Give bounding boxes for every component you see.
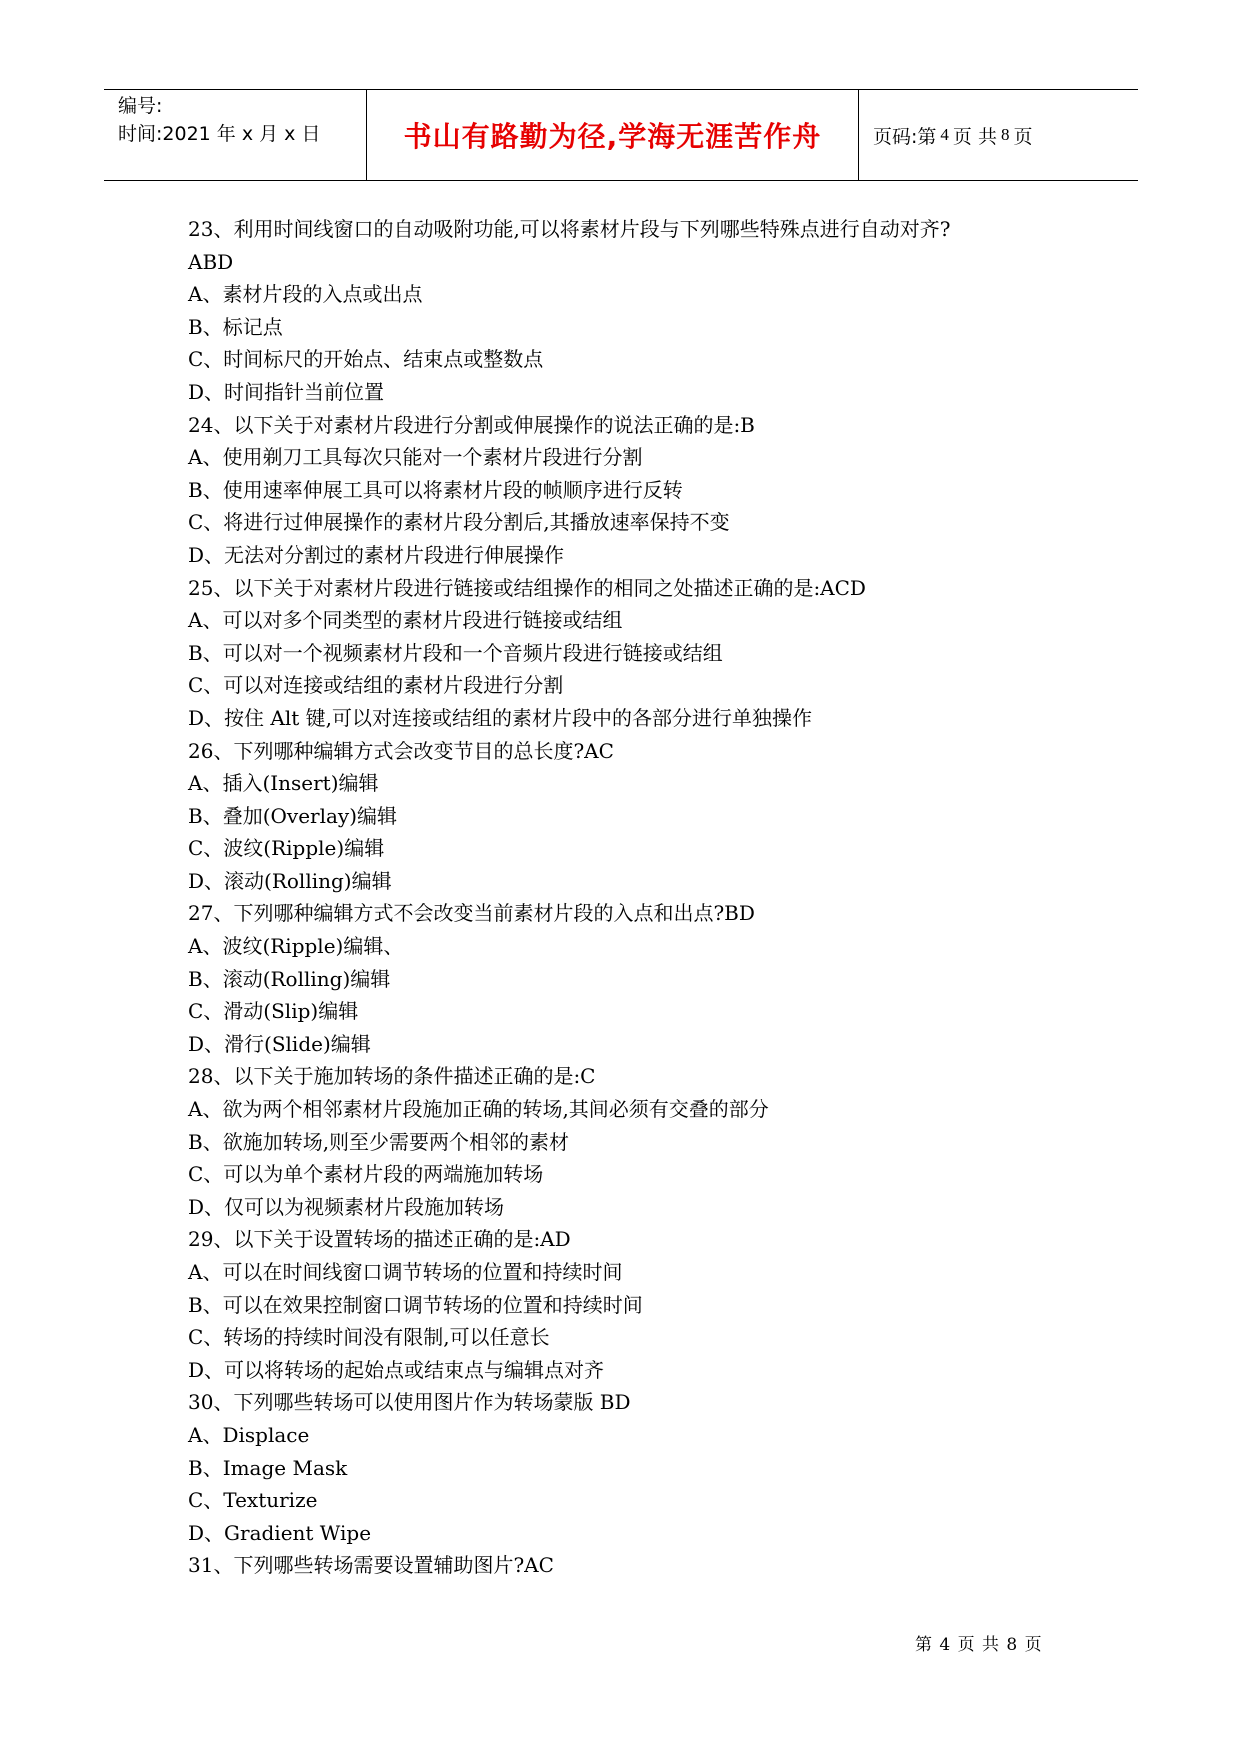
text-line: B、欲施加转场,则至少需要两个相邻的素材 [188,1129,570,1154]
text-line: C、波纹(Ripple)编辑 [188,836,385,861]
header-meta [104,90,367,180]
text-line: D、可以将转场的起始点或结束点与编辑点对齐 [188,1357,605,1382]
text-line: D、滚动(Rolling)编辑 [188,868,392,893]
text-line: C、可以对连接或结组的素材片段进行分割 [188,673,564,698]
text-line: B、使用速率伸展工具可以将素材片段的帧顺序进行反转 [188,477,683,502]
header-motto-cell [367,90,859,180]
text-line: C、时间标尺的开始点、结束点或整数点 [188,347,544,372]
page-label-suffix: 页 [1013,125,1033,148]
text-line: D、滑行(Slide)编辑 [188,1031,371,1056]
text-line: C、转场的持续时间没有限制,可以任意长 [188,1325,550,1350]
text-line: A、可以对多个同类型的素材片段进行链接或结组 [188,608,623,633]
text-line: B、Image Mask [188,1455,348,1480]
document-body [188,213,1088,1582]
page-current: 4 [940,125,949,144]
header-page-number [859,90,1138,180]
text-line: 23、利用时间线窗口的自动吸附功能,可以将素材片段与下列哪些特殊点进行自动对齐? [188,217,951,241]
text-line: B、滚动(Rolling)编辑 [188,966,391,991]
text-line: 29、以下关于设置转场的描述正确的是:AD [188,1227,571,1252]
text-line: B、可以在效果控制窗口调节转场的位置和持续时间 [188,1292,643,1317]
text-line: 27、下列哪种编辑方式不会改变当前素材片段的入点和出点?BD [188,901,755,926]
text-line: B、叠加(Overlay)编辑 [188,803,398,828]
text-line: C、将进行过伸展操作的素材片段分割后,其播放速率保持不变 [188,510,730,535]
text-line: A、波纹(Ripple)编辑、 [188,934,404,959]
text-line: 24、以下关于对素材片段进行分割或伸展操作的说法正确的是:B [188,412,755,437]
page-header [104,89,1138,181]
text-line: B、标记点 [188,314,283,339]
text-line: A、可以在时间线窗口调节转场的位置和持续时间 [188,1260,623,1284]
text-line: C、可以为单个素材片段的两端施加转场 [188,1162,544,1187]
text-line: 28、以下关于施加转场的条件描述正确的是:C [188,1064,596,1089]
text-line: C、Texturize [188,1488,318,1513]
text-line: 31、下列哪些转场需要设置辅助图片?AC [188,1553,554,1578]
text-line: 26、下列哪种编辑方式会改变节目的总长度?AC [188,738,614,763]
text-line: A、使用剃刀工具每次只能对一个素材片段进行分割 [188,445,643,470]
page-total: 8 [1000,125,1010,144]
serial-label: 编号: [118,95,163,117]
text-line: D、Gradient Wipe [188,1520,372,1545]
text-line: 25、以下关于对素材片段进行链接或结组操作的相同之处描述正确的是:ACD [188,575,866,600]
text-line: A、素材片段的入点或出点 [188,282,423,307]
motto-text: 书山有路勤为径,学海无涯苦作舟 [403,120,822,153]
text-line: D、仅可以为视频素材片段施加转场 [188,1194,505,1219]
text-line: A、插入(Insert)编辑 [188,771,379,796]
text-line: C、滑动(Slip)编辑 [188,999,359,1024]
page-label-prefix: 页码:第 [873,125,937,148]
page-label-mid: 页 共 [952,125,997,148]
page-footer: 第 4 页 共 8 页 [915,1635,1043,1655]
text-line: A、欲为两个相邻素材片段施加正确的转场,其间必须有交叠的部分 [188,1097,769,1122]
text-line: D、无法对分割过的素材片段进行伸展操作 [188,542,565,567]
time-label: 时间:2021 年 x 月 x 日 [118,123,321,145]
text-line: D、按住 Alt 键,可以对连接或结组的素材片段中的各部分进行单独操作 [188,705,812,730]
text-line: ABD [188,249,234,274]
text-line: 30、下列哪些转场可以使用图片作为转场蒙版 BD [188,1390,631,1415]
text-line: A、Displace [188,1422,310,1447]
text-line: D、时间指针当前位置 [188,379,385,404]
text-line: B、可以对一个视频素材片段和一个音频片段进行链接或结组 [188,640,723,665]
